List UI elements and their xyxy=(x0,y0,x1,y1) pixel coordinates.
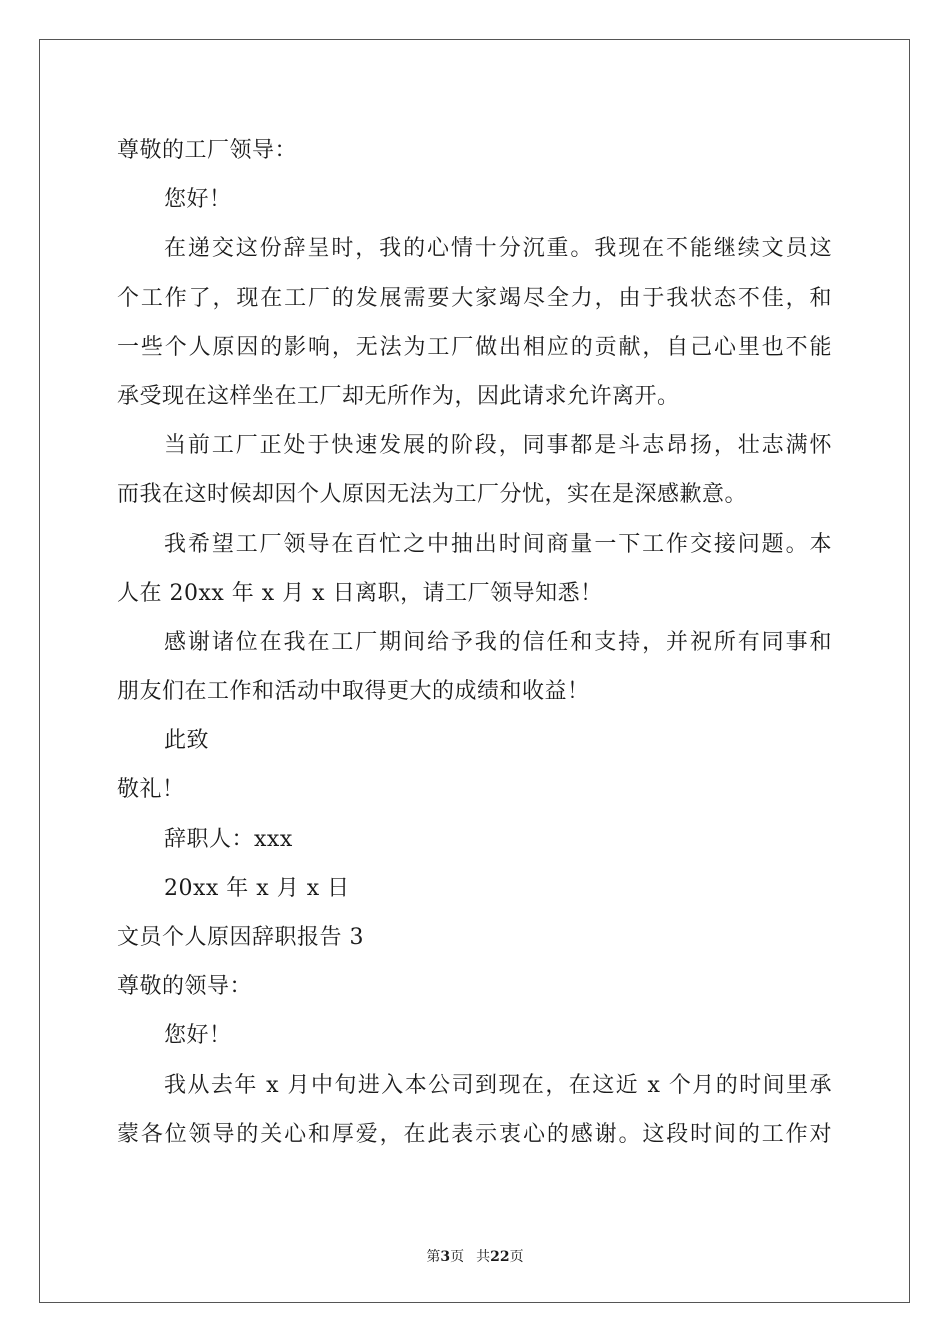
text-line: 在递交这份辞呈时，我的心情十分沉重。我现在不能继续文员这 xyxy=(164,236,832,262)
text-line: 我从去年 x 月中旬进入本公司到现在，在这近 x 个月的时间里承 xyxy=(164,1072,832,1098)
page-number: 3 xyxy=(440,1249,451,1265)
text-line: 当前工厂正处于快速发展的阶段，同事都是斗志昂扬，壮志满怀 xyxy=(164,433,832,459)
text-line: 朋友们在工作和活动中取得更大的成绩和收益！ xyxy=(117,679,590,705)
total-pages: 22 xyxy=(490,1249,510,1265)
document-body xyxy=(117,126,832,1159)
text-line: 我希望工厂领导在百忙之中抽出时间商量一下工作交接问题。本 xyxy=(164,531,832,557)
text-line: 而我在这时候却因个人原因无法为工厂分忧，实在是深感歉意。 xyxy=(117,482,748,508)
page-suffix: 页 xyxy=(450,1249,465,1265)
text-line: 人在 20xx 年 x 月 x 日离职，请工厂领导知悉！ xyxy=(117,580,603,606)
text-line: 辞职人：xxx xyxy=(164,826,293,852)
text-line: 个工作了，现在工厂的发展需要大家竭尽全力，由于我状态不佳，和 xyxy=(117,285,832,311)
text-line: 尊敬的工厂领导： xyxy=(117,138,298,163)
text-line: 蒙各位领导的关心和厚爱，在此表示衷心的感谢。这段时间的工作对 xyxy=(117,1121,832,1147)
text-line: 敬礼！ xyxy=(117,777,185,803)
text-line: 您好！ xyxy=(164,187,232,213)
section-heading: 文员个人原因辞职报告 3 xyxy=(117,925,364,950)
page-footer xyxy=(0,1246,950,1266)
total-suffix: 页 xyxy=(509,1249,524,1265)
text-line: 尊敬的领导： xyxy=(117,974,253,1000)
text-line: 此致 xyxy=(164,728,210,754)
text-line: 感谢诸位在我在工厂期间给予我的信任和支持，并祝所有同事和 xyxy=(164,629,832,655)
text-line: 承受现在这样坐在工厂却无所作为，因此请求允许离开。 xyxy=(117,383,680,409)
text-line: 20xx 年 x 月 x 日 xyxy=(164,875,350,901)
total-prefix: 共 xyxy=(476,1249,491,1265)
text-line: 一些个人原因的影响，无法为工厂做出相应的贡献，自己心里也不能 xyxy=(117,334,832,360)
text-line: 您好！ xyxy=(164,1023,232,1049)
page-prefix: 第 xyxy=(426,1249,441,1265)
